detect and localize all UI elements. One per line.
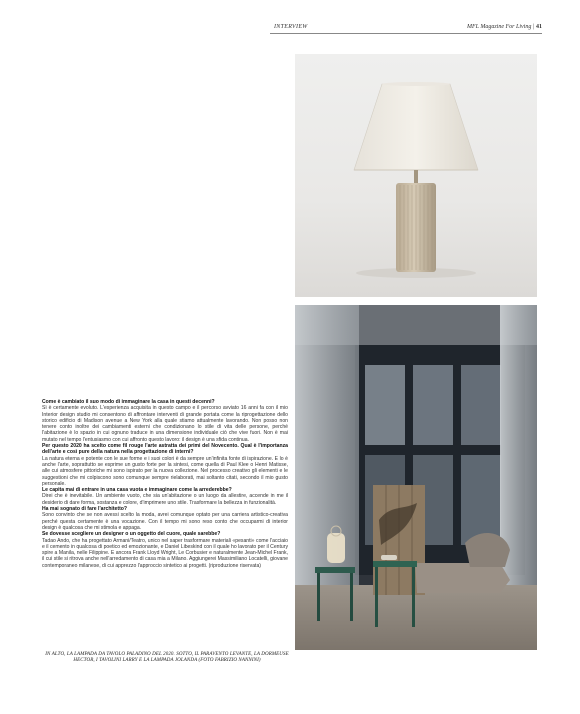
answer-4: Sono convinto che se non avessi scelto la moda, avrei comunque optato per una carriera artistico-creativa perché questa certamente è una vocazione. Con il tempo mi sono reso conto che occuparmi di interior design è qualcosa che mi stimola e appaga.: [42, 512, 288, 531]
interior-photo: [295, 305, 537, 650]
header-rule: [270, 33, 542, 34]
magazine-header: [467, 24, 542, 30]
answer-1: Sì è certamente evoluto. L'esperienza acquisita in questo campo e il percorso avviato 16 anni fa con il mio Interior design studio mi consentono di affrontare interventi di grande portata come la riprogettazione dello storico edificio di Madison avenue a New York alla quale stiamo attualmente lavorando. Non posso non tenere conto inoltre dei cambiamenti esterni che condizionano lo stile di vita delle persone, perché l'abitazione è lo spazio in cui ognuno traduce in una dimensione individuale ciò che vive fuori. Non è mai mutato nel tempo l'entusiasmo con cui affronto questo lavoro: il design è una sfida continua.: [42, 405, 288, 443]
page-number: 41: [536, 24, 542, 30]
answer-3: Direi che è inevitabile. Un ambiente vuoto, che sia un'abitazione o un luogo da allestire, accende in me il desiderio di dare forma, sostanza e colore, d'imprimere uno stile. Trasformare la bellezza in funzionalità.: [42, 493, 288, 506]
article-body: [42, 399, 288, 569]
lamp-illustration: [295, 54, 537, 297]
header-separator: |: [532, 24, 535, 30]
question-4: Ha mai sognato di fare l'architetto?: [42, 506, 127, 513]
section-label: INTERVIEW: [274, 24, 308, 30]
magazine-title: MFL Magazine For Living: [466, 24, 532, 30]
question-3: Le capita mai di entrare in una casa vuota e immaginare come la arrederebbe?: [42, 487, 232, 494]
question-1: Come è cambiato il suo modo di immaginare la casa in questi decenni?: [42, 399, 215, 405]
lamp-photo: [295, 54, 537, 297]
photo-caption: IN ALTO, LA LAMPADA DA TAVOLO PALADINO DEL 2020. SOTTO, IL PARAVENTO LEVANTE, LA DORMEUSE HECTOR, I TAVOLINI LARRY E LA LAMPADA JOLANDA (FOTO FABRIZIO NANNINI): [45, 652, 289, 664]
answer-5: Tadao Ando, che ha progettato Armani/Teatro, unico nel saper trasformare materiali «pesanti» come l'acciaio e il cemento in qualcosa di poetico ed emozionante, e Daniel Libeskind con il quale ho lavorato per il Century spire a Manila, nelle Filippine. E ancora Frank Lloyd Wright, Le Corbusier e naturalmente Jean-Michel Frank, il cui stile si ritrova anche nell'arredamento di casa mia a Milano. Aggiungerei Massimiliano Locatelli, giovane contemporaneo milanese, di cui apprezzo l'approccio sintetico ai progetti. (riproduzione riservata): [42, 537, 288, 569]
question-2: Per questo 2020 ha scelto come fil rouge l'arte astratta dei primi del Novecento. Qual è l'importanza dell'arte e così pure della natura nella progettazione di interni?: [42, 443, 288, 456]
interior-illustration: [295, 305, 537, 650]
answer-2: La natura eterna e potente con le sue forme e i suoi colori è da sempre un'infinita fonte di ispirazione. E lo è anche l'arte, soprattutto se esprime un gusto forte per la sintesi, come quella di Paul Klee o Henri Matisse, alle cui atmosfere pittoriche mi sono ispirato per la nuova collezione. Nel processo creativo gli elementi e le suggestioni che mi colpiscono sono comunque sempre rielaborati, mai soltanto citati, secondo il mio gusto personale.: [42, 455, 288, 487]
question-5: Se dovesse scegliere un designer o un oggetto del cuore, quale sarebbe?: [42, 531, 221, 538]
